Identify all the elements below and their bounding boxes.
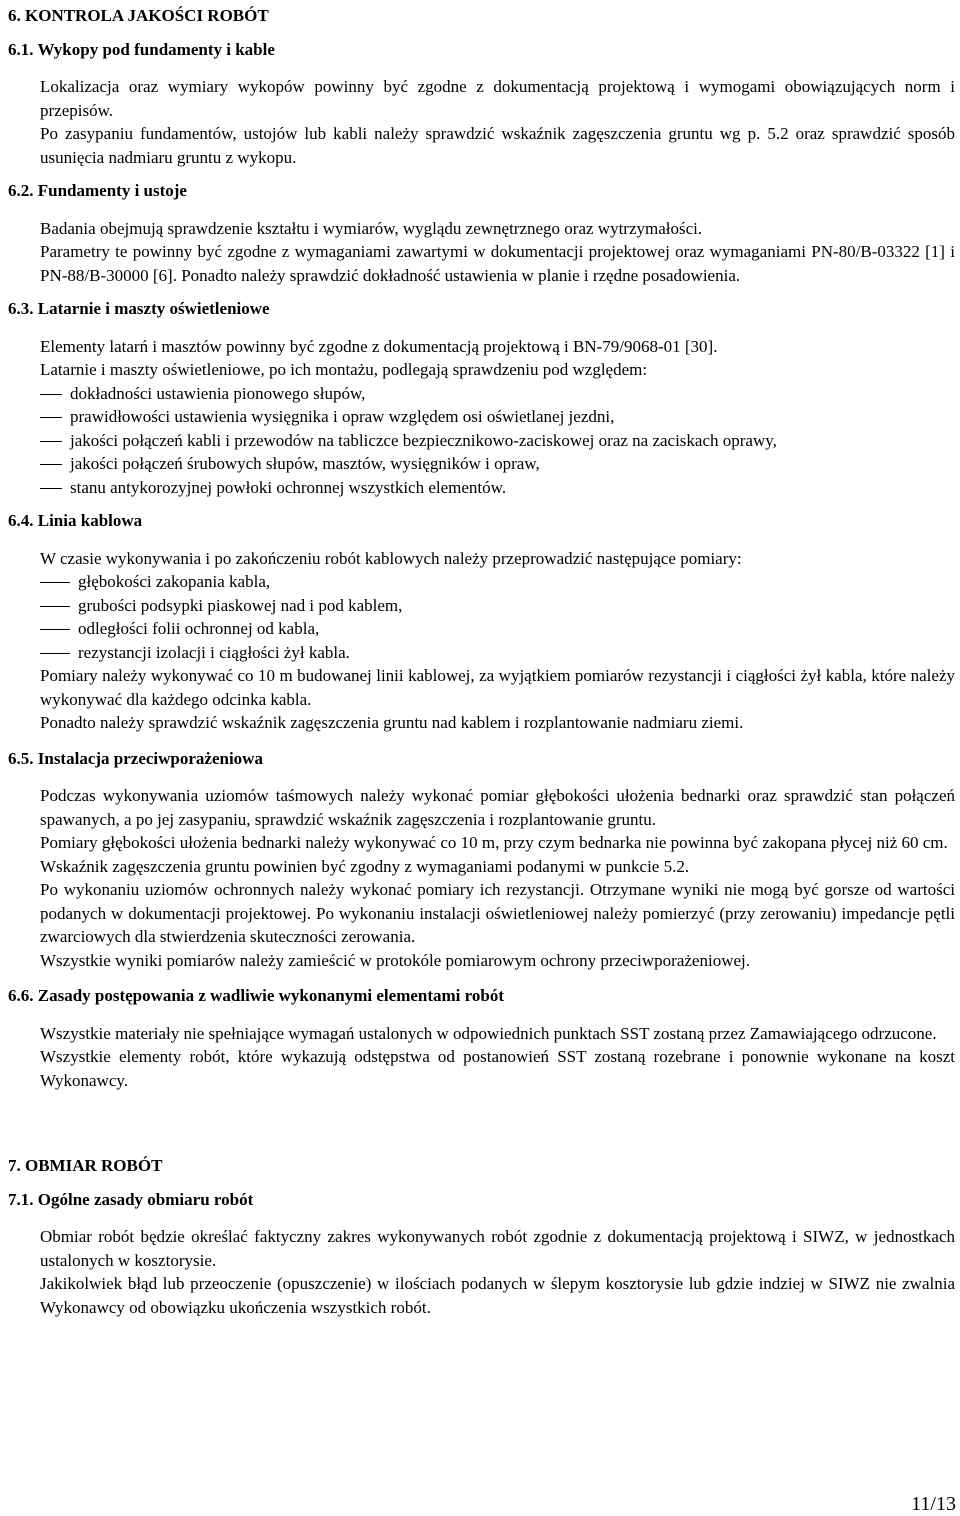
paragraph: W czasie wykonywania i po zakończeniu robót kablowych należy przeprowadzić następujące pomiary: xyxy=(40,548,742,568)
subsection-title-6-5: 6.5. Instalacja przeciwporażeniowa xyxy=(8,748,263,768)
section-heading-6: 6. KONTROLA JAKOŚCI ROBÓT xyxy=(8,6,269,25)
page-number: 11/13 xyxy=(911,1492,956,1515)
list-item: jakości połączeń śrubowych słupów, masztów, wysięgników i opraw, xyxy=(40,452,955,476)
list-item: stanu antykorozyjnej powłoki ochronnej wszystkich elementów. xyxy=(40,476,955,500)
paragraph: Wszystkie materiały nie spełniające wymagań ustalonych w odpowiednich punktach SST zostaną przez Zamawiającego odrzucone. xyxy=(40,1023,937,1043)
paragraph: Lokalizacja oraz wymiary wykopów powinny być zgodne z dokumentacją projektową i wymogami obowiązujących norm i przepisów. xyxy=(40,77,955,120)
subsection-title-7-1: 7.1. Ogólne zasady obmiaru robót xyxy=(8,1189,254,1209)
paragraph: Elementy latarń i masztów powinny być zgodne z dokumentacją projektową i BN-79/9068-01 [30]. xyxy=(40,336,718,356)
paragraph: Wszystkie elementy robót, które wykazują odstępstwa od postanowień SST zostaną rozebrane i ponownie wykonane na koszt Wykonawcy. xyxy=(40,1047,955,1090)
list-item: odległości folii ochronnej od kabla, xyxy=(40,617,955,641)
paragraph: Po wykonaniu uziomów ochronnych należy wykonać pomiary ich rezystancji. Otrzymane wyniki nie mogą być gorsze od wartości podanych w dokumentacji projektowej. Po wykonaniu instalacji oświetleniowej należy pomierzyć (przy zerowaniu) impedancje pętli zwarciowych dla stwierdzenia skuteczności zerowania. xyxy=(40,880,955,946)
subsection-title-6-3: 6.3. Latarnie i maszty oświetleniowe xyxy=(8,299,270,318)
section-gap xyxy=(0,1092,960,1154)
subsection-body-6-2 xyxy=(40,217,955,288)
list-item: głębokości zakopania kabla, xyxy=(40,570,955,594)
paragraph: Pomiary należy wykonywać co 10 m budowanej linii kablowej, za wyjątkiem pomiarów rezystancji i ciągłości żył kabla, które należy wykonywać dla każdego odcinka kabla. xyxy=(40,666,955,709)
paragraph: Jakikolwiek błąd lub przeoczenie (opuszczenie) w ilościach podanych w ślepym kosztorysie lub gdzie indziej w SIWZ nie zwalnia Wykonawcy od obowiązku ukończenia wszystkich robót. xyxy=(40,1274,955,1317)
subsection-body-6-6 xyxy=(40,1022,955,1093)
dash-list xyxy=(40,570,955,664)
subsection-body-6-4 xyxy=(40,547,955,735)
subsection-title-6-6: 6.6. Zasady postępowania z wadliwie wykonanymi elementami robót xyxy=(8,986,505,1005)
paragraph: Pomiary głębokości ułożenia bednarki należy wykonywać co 10 m, przy czym bednarka nie powinna być zakopana płycej niż 60 cm. xyxy=(40,833,948,852)
paragraph: Obmiar robót będzie określać faktyczny zakres wykonywanych robót zgodnie z dokumentacją projektową i SIWZ, w jednostkach ustalonych w kosztorysie. xyxy=(40,1227,955,1270)
list-item: rezystancji izolacji i ciągłości żył kabla. xyxy=(40,641,955,665)
subsection-title-6-2: 6.2. Fundamenty i ustoje xyxy=(8,181,187,200)
paragraph: Ponadto należy sprawdzić wskaźnik zagęszczenia gruntu nad kablem i rozplantowanie nadmiaru ziemi. xyxy=(40,713,744,732)
subsection-body-6-5 xyxy=(40,784,955,972)
paragraph: Badania obejmują sprawdzenie kształtu i wymiarów, wyglądu zewnętrznego oraz wytrzymałości. xyxy=(40,218,703,238)
paragraph: Parametry te powinny być zgodne z wymaganiami zawartymi w dokumentacji projektowej oraz wymaganiami PN-80/B-03322 [1] i PN-88/B-30000 [6]. Ponadto należy sprawdzić dokładność ustawienia w planie i rzędne posadowienia. xyxy=(40,242,955,285)
paragraph: Wskaźnik zagęszczenia gruntu powinien być zgodny z wymaganiami podanymi w punkcie 5.2. xyxy=(40,856,690,876)
subsection-title-6-4: 6.4. Linia kablowa xyxy=(8,511,143,530)
paragraph: Podczas wykonywania uziomów taśmowych należy wykonać pomiar głębokości ułożenia bednarki oraz sprawdzić stan połączeń spawanych, a po jej zasypaniu, sprawdzić wskaźnik zagęszczenia i rozplantowanie gruntu. xyxy=(40,786,955,829)
subsection-title-6-1: 6.1. Wykopy pod fundamenty i kable xyxy=(8,39,275,59)
list-item: prawidłowości ustawienia wysięgnika i opraw względem osi oświetlanej jezdni, xyxy=(40,405,955,429)
subsection-body-6-3 xyxy=(40,335,955,500)
paragraph: Po zasypaniu fundamentów, ustojów lub kabli należy sprawdzić wskaźnik zagęszczenia gruntu wg p. 5.2 oraz sprawdzić sposób usunięcia nadmiaru gruntu z wykopu. xyxy=(40,124,955,167)
dash-list xyxy=(40,382,955,500)
list-item: jakości połączeń kabli i przewodów na tabliczce bezpiecznikowo-zaciskowej oraz na zaciskach oprawy, xyxy=(40,429,955,453)
section-heading-7: 7. OBMIAR ROBÓT xyxy=(8,1156,163,1175)
paragraph: Wszystkie wyniki pomiarów należy zamieścić w protokóle pomiarowym ochrony przeciwporażeniowej. xyxy=(40,950,750,970)
list-item: grubości podsypki piaskowej nad i pod kablem, xyxy=(40,594,955,618)
paragraph: Latarnie i maszty oświetleniowe, po ich montażu, podlegają sprawdzeniu pod względem: xyxy=(40,360,648,379)
list-item: dokładności ustawienia pionowego słupów, xyxy=(40,382,955,406)
subsection-body-7-1 xyxy=(40,1225,955,1319)
subsection-body-6-1 xyxy=(40,75,955,169)
